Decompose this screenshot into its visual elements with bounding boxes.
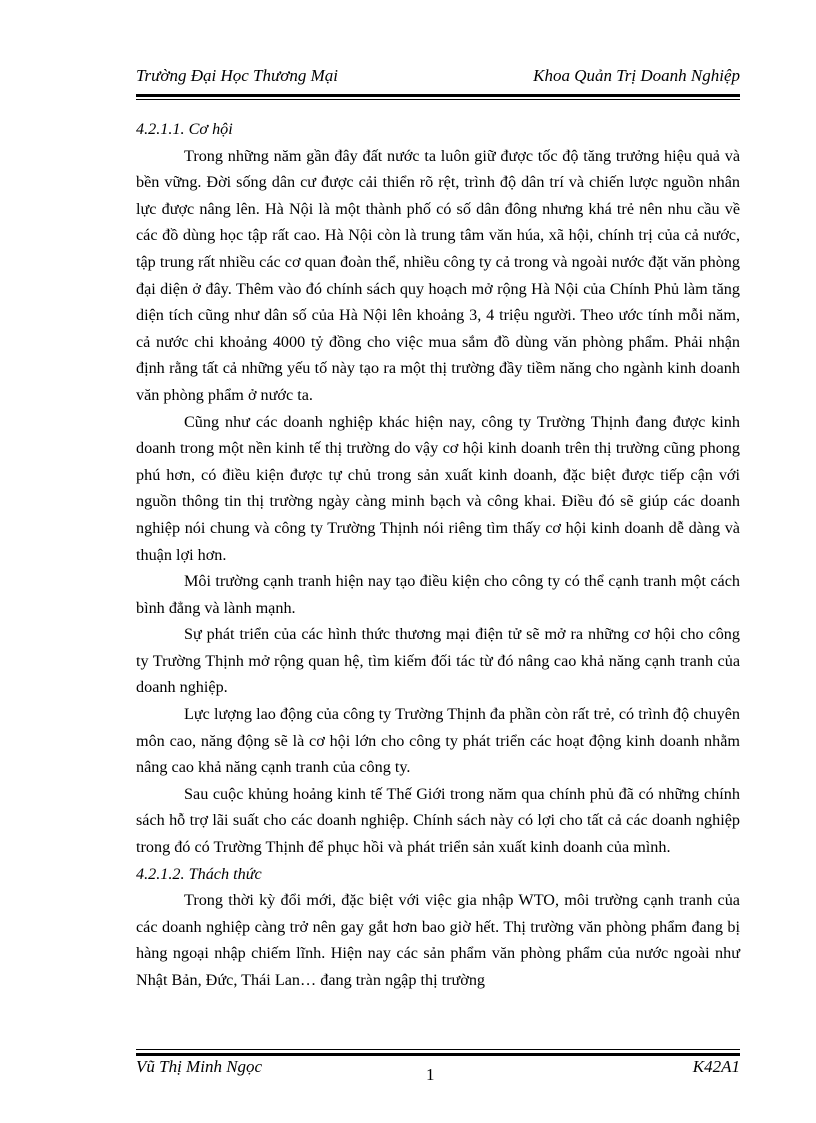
header-rule-thick [136,94,740,97]
page-header [136,66,740,90]
header-school: Trường Đại Học Thương Mại [136,66,338,85]
header-rule-thin [136,99,740,100]
header-faculty: Khoa Quản Trị Doanh Nghiệp [533,66,740,85]
paragraph: Môi trường cạnh tranh hiện nay tạo điều kiện cho công ty có thể cạnh tranh một cách bình đẳng và lành mạnh. [136,572,740,617]
paragraph: Trong những năm gần đây đất nước ta luôn giữ được tốc độ tăng trưởng hiệu quả và bền vững. Đời sống dân cư được cải thiển rõ rệt, trình độ dân trí và chiến lược nguồn nhân lực được nâng lên. Hà Nội là một thành phố có số dân đông nhưng khá trẻ nên nhu cầu về các đồ dùng học tập rất cao. Hà Nội còn là trung tâm văn húa, xã hội, chính trị của cả nước, tập trung rất nhiều các cơ quan đoàn thể, nhiều công ty cả trong và ngoài nước đặt văn phòng đại diện ở đây. Thêm vào đó chính sách quy hoạch mở rộng Hà Nội của Chính Phủ làm tăng diện tích cũng như dân số của Hà Nội lên khoảng 3, 4 triệu người. Theo ước tính mỗi năm, cả nước chi khoảng 4000 tỷ đồng cho việc mua sắm đồ dùng văn phòng phẩm. Phải nhận định rằng tất cả những yếu tố này tạo ra một thị trường đầy tiềm năng cho ngành kinh doanh văn phòng phẩm ở nước ta. [136,146,740,404]
footer-rule-thin [136,1049,740,1050]
footer-class: K42A1 [692,1057,740,1076]
paragraph: Sự phát triển của các hình thức thương mại điện tử sẽ mở ra những cơ hội cho công ty Trường Thịnh mở rộng quan hệ, tìm kiếm đối tác từ đó nâng cao khả năng cạnh tranh của doanh nghiệp. [136,625,740,697]
paragraph: Trong thời kỳ đổi mới, đặc biệt với việc gia nhập WTO, môi trường cạnh tranh của các doanh nghiệp càng trở nên gay gắt hơn bao giờ hết. Thị trường văn phòng phẩm đang bị hàng ngoại nhập chiếm lĩnh. Hiện nay các sản phẩm văn phòng phẩm của nước ngoài như Nhật Bản, Đức, Thái Lan… đang tràn ngập thị trường [136,891,740,989]
page-footer [136,1055,740,1084]
section-heading-opportunities: 4.2.1.1. Cơ hội [136,120,233,138]
section-heading-challenges: 4.2.1.2. Thách thức [136,864,262,883]
paragraph: Lực lượng lao động của công ty Trường Thịnh đa phần còn rất trẻ, có trình độ chuyên môn cao, năng động sẽ là cơ hội lớn cho công ty phát triển các hoạt động kinh doanh nhằm nâng cao khả năng cạnh tranh của công ty. [136,705,740,777]
document-body [136,116,740,994]
paragraph: Cũng như các doanh nghiệp khác hiện nay, công ty Trường Thịnh đang được kinh doanh trong một nền kinh tế thị trường do vậy cơ hội kinh doanh trên thị trường cũng phong phú hơn, có điều kiện được tự chủ trong sản xuất kinh doanh, đặc biệt được tiếp cận với nguồn thông tin thị trường ngày càng minh bạch và công khai. Điều đó sẽ giúp các doanh nghiệp nói chung và công ty Trường Thịnh nói riêng tìm thấy cơ hội kinh doanh dễ dàng và thuận lợi hơn. [136,412,740,564]
paragraph: Sau cuộc khủng hoảng kinh tế Thế Giới trong năm qua chính phủ đã có những chính sách hỗ trợ lãi suất cho các doanh nghiệp. Chính sách này có lợi cho tất cả các doanh nghiệp trong đó có Trường Thịnh để phục hồi và phát triển sản xuất kinh doanh của mình. [136,784,740,857]
footer-author: Vũ Thị Minh Ngọc [136,1057,263,1076]
page-number: 1 [426,1065,435,1084]
